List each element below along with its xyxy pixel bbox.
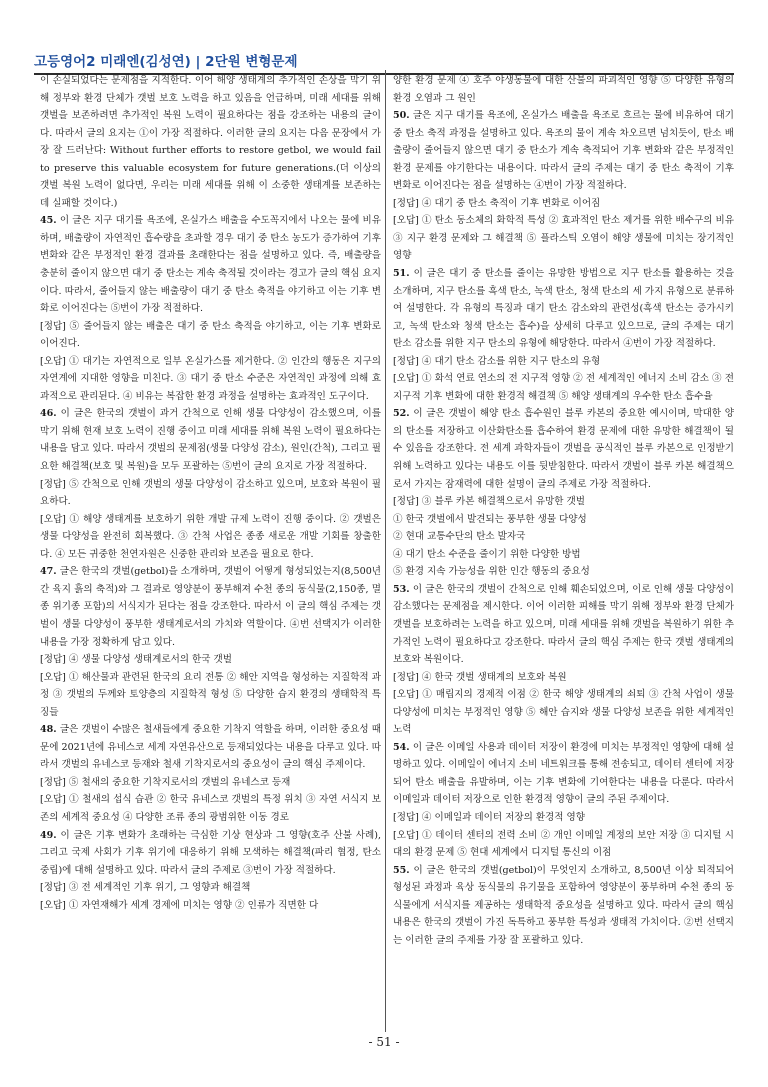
- question-number: 55.: [393, 864, 410, 876]
- explanation-text: 이 글은 이메일 사용과 데이터 저장이 환경에 미치는 부정적인 영향에 대해 설명하고 있다. 이메일이 에너지 소비 네트워크를 통해 전송되고, 데이터 센터에 저장되어 탄소 배출을 유발하며, 이는 기후 변화에 기여한다는 내용을 다룬다. 따라서 이메일과 데이터 저장으로 인한 환경적 영향이 글의 주된 주제이다.: [393, 741, 734, 806]
- question-explanation: [40, 827, 381, 880]
- paragraph-text: [정답] ④ 대기 탄소 감소를 위한 지구 탄소의 유형: [393, 355, 601, 367]
- explanation-text: 이 글은 지구 대기를 욕조에, 온실가스 배출을 수도꼭지에서 나오는 물에 비유하며, 배출량이 자연적인 흡수량을 초과할 경우 대기 중 탄소 농도가 증가하여 기후 변화와 같은 부정적인 환경 결과를 초래한다는 점을 설명하고 있다. 즉, 배출량을 충분히 줄이지 않으면 대기 중 탄소는 계속 축적될 것이라는 경고가 글의 핵심 요지이다. 따라서, 줄어들지 않는 배출량이 대기 중 탄소 축적을 야기하고 이는 기후 변화로 이어진다는 ⑤번이 가장 적절하다.: [40, 215, 381, 315]
- question-number: 49.: [40, 829, 57, 841]
- explanation-text: 이 글은 대기 중 탄소를 줄이는 유망한 방법으로 지구 탄소를 활용하는 것을 소개하며, 지구 탄소를 흑색 탄소, 녹색 탄소, 청색 탄소의 세 가지 유형으로 분류하여 설명한다. 각 유형의 특징과 대기 탄소 감소와의 관련성(흑색 탄소는 증가시키고, 녹색 탄소와 청색 탄소는 흡수)을 상세히 다루고 있으므로, 글의 주제는 대기 탄소 감소를 위한 지구 탄소의 유형에 해당한다. 따라서 ④번이 가장 적절하다.: [393, 268, 734, 350]
- question-explanation: [40, 563, 381, 651]
- paragraph-text: ① 한국 갯벌에서 발견되는 풍부한 생물 다양성: [393, 513, 587, 525]
- page-number: - 51 -: [368, 1035, 400, 1049]
- question-number: 48.: [40, 724, 57, 736]
- question-explanation: [393, 581, 734, 669]
- question-number: 53.: [393, 583, 410, 595]
- question-explanation: [40, 721, 381, 774]
- question-number: 54.: [393, 741, 410, 753]
- explanation-text: 글은 갯벌이 수많은 철새들에게 중요한 기착지 역할을 하며, 이러한 중요성 때문에 2021년에 유네스코 세계 자연유산으로 등재되었다는 내용을 다루고 있다. 따라서 갯벌의 유네스코 등재와 철새 기착지로서의 중요성이 글의 핵심 주제이다.: [40, 724, 381, 771]
- paragraph-text: [오답] ① 매립지의 경제적 이점 ② 한국 해양 생태계의 쇠퇴 ③ 간척 사업이 생물 다양성에 미치는 부정적인 영향 ⑤ 해안 습지와 생물 다양성 보존을 위한 세계적인 노력: [393, 689, 734, 736]
- paragraph-text: [오답] ① 데이터 센터의 전력 소비 ② 개인 이메일 계정의 보안 저장 ③ 디지털 시대의 환경 문제 ⑤ 현대 세계에서 디지털 통신의 이점: [393, 829, 734, 859]
- question-explanation: [393, 265, 734, 353]
- question-explanation: [40, 405, 381, 475]
- paragraph-text: [정답] ⑤ 간척으로 인해 갯벌의 생물 다양성이 감소하고 있으며, 보호와 복원이 필요하다.: [40, 478, 381, 508]
- paragraph-text: [오답] ① 대기는 자연적으로 일부 온실가스를 제거한다. ② 인간의 행동은 지구의 자연계에 지대한 영향을 미친다. ③ 대기 중 탄소 수준은 자연적인 과정에 의해 효과적으로 관리된다. ④ 비유는 복잡한 환경 과정을 설명하는 효과적인 도구이다.: [40, 355, 381, 402]
- question-number: 45.: [40, 215, 57, 227]
- question-explanation: [393, 862, 734, 950]
- question-number: 51.: [393, 268, 410, 280]
- question-explanation: [393, 107, 734, 195]
- paragraph-text: [정답] ④ 대기 중 탄소 축적이 기후 변화로 이어짐: [393, 197, 601, 209]
- question-number: 50.: [393, 110, 410, 122]
- question-number: 52.: [393, 408, 410, 420]
- paragraph-text: [오답] ① 해양 생태계를 보호하기 위한 개발 규제 노력이 진행 중이다. ② 갯벌은 생물 다양성을 완전히 회복했다. ③ 간척 사업은 종종 새로운 개발 기회를 창출한다. ④ 모든 귀중한 천연자원은 신중한 관리와 보존을 필요로 한다.: [40, 513, 381, 560]
- paragraph-text: [오답] ① 철새의 섭식 습관 ② 한국 유네스코 갯벌의 특정 위치 ③ 자연 서식지 보존의 세계적 중요성 ④ 다양한 조류 종의 광범위한 이동 경로: [40, 794, 381, 823]
- paragraph-text: [오답] ① 화석 연료 연소의 전 지구적 영향 ② 전 세계적인 에너지 소비 감소 ③ 전 지구적 기후 변화에 대한 환경적 해결책 ⑤ 해양 생태계의 우수한 탄소 흡수율: [393, 373, 734, 402]
- paragraph-text: [오답] ① 해산물과 관련된 한국의 요리 전통 ② 해안 지역을 형성하는 지질학적 과정 ③ 갯벌의 두께와 토양층의 지질학적 형성 ⑤ 다양한 습지 환경의 생태학적 특징들: [40, 671, 381, 718]
- explanation-text: 이 글은 한국의 갯벌이 과거 간척으로 인해 생물 다양성이 감소했으며, 이를 막기 위해 현재 보호 노력이 진행 중이고 미래 세대를 위해 복원 노력이 필요하다는 내용을 담고 있다. 따라서 갯벌의 문제점(생물 다양성 감소), 원인(간척), 그리고 필요한 해결책(보호 및 복원)을 모두 포괄하는 ⑤번이 글의 요지로 가장 적절하다.: [40, 408, 381, 473]
- paragraph-text: [정답] ④ 이메일과 데이터 저장의 환경적 영향: [393, 811, 585, 823]
- right-column: [393, 72, 734, 949]
- explanation-text: 이 글은 한국의 갯벌(getbol)이 무엇인지 소개하고, 8,500년 이상 퇴적되어 형성된 과정과 육상 동식물의 유기물을 포함하여 영양분이 풍부하며 수천 종의 동식물에게 서식지를 제공하는 생태학적 중요성을 설명하고 있다. 따라서 글의 핵심 내용은 한국의 갯벌이 가진 독특하고 풍부한 특성과 생태적 가치이다. ②번 선택지는 이러한 글의 주제를 가장 잘 포괄하고 있다.: [393, 864, 734, 946]
- header-title: 고등영어2 미래엔(김성연) | 2단원 변형문제: [34, 54, 298, 70]
- question-number: 46.: [40, 408, 57, 420]
- left-column: [40, 72, 381, 914]
- question-number: 47.: [40, 566, 57, 578]
- explanation-text: 글은 지구 대기를 욕조에, 온실가스 배출을 욕조로 흐르는 물에 비유하여 대기 중 탄소 축적 과정을 설명하고 있다. 욕조의 물이 계속 차오르면 넘치듯이, 탄소 배출량이 줄어들지 않으면 대기 중 탄소가 계속 축적되어 기후 변화와 같은 부정적인 환경 문제를 야기한다는 내용이다. 따라서 글의 주제는 대기 중 탄소 축적이 기후 변화로 이어진다는 점을 설명하는 ④번이 가장 적절하다.: [393, 110, 734, 192]
- explanation-text: 이 글은 갯벌이 해양 탄소 흡수원인 블루 카본의 중요한 예시이며, 막대한 양의 탄소를 저장하고 이산화탄소를 흡수하여 환경 문제에 대한 유망한 해결책이 될 수 있음을 강조한다. 전 세계 과학자들이 갯벌을 공식적인 블루 카본으로 인정받기 위해 노력하고 있다는 내용도 이를 뒷받침한다. 따라서 갯벌이 블루 카본 해결책으로서 가지는 잠재력에 대한 설명이 글의 주제로 가장 적절하다.: [393, 408, 734, 490]
- question-explanation: [393, 405, 734, 493]
- column-divider: [385, 70, 386, 1032]
- question-explanation: [40, 212, 381, 317]
- paragraph-text: [정답] ⑤ 철새의 중요한 기착지로서의 갯벌의 유네스코 등재: [40, 776, 291, 788]
- explanation-text: 글은 한국의 갯벌(getbol)을 소개하며, 갯벌이 어떻게 형성되었는지(8,500년간 육지 흙의 축적)와 그 결과로 영양분이 풍부해져 수천 종의 동식물(2,150종, 멸종 위기종 포함)의 서식지가 된다는 점을 강조한다. 따라서 이 글의 핵심 주제는 갯벌이 생물 다양성이 풍부한 생태계로서의 가치와 역할이다. ④번 선택지가 이러한 내용을 가장 정확하게 담고 있다.: [40, 566, 381, 648]
- paragraph-text: ⑤ 환경 지속 가능성을 위한 인간 행동의 중요성: [393, 566, 590, 578]
- paragraph-text: [오답] ① 탄소 동소체의 화학적 특성 ② 효과적인 탄소 제거를 위한 배수구의 비유 ③ 지구 환경 문제와 그 해결책 ⑤ 플라스틱 오염이 해양 생물에 미치는 장기적인 영향: [393, 215, 734, 262]
- paragraph-text: [오답] ① 자연재해가 세계 경제에 미치는 영향 ② 인류가 직면한 다: [40, 899, 319, 911]
- paragraph-text: ② 현대 교통수단의 탄소 발자국: [393, 531, 526, 543]
- explanation-text: 이 글은 기후 변화가 초래하는 극심한 기상 현상과 그 영향(호주 산불 사례), 그리고 국제 사회가 기후 위기에 대응하기 위해 모색하는 해결책(파리 협정, 탄소 중립)에 대해 설명하고 있다. 따라서 글의 주제로 ③번이 가장 적절하다.: [40, 829, 381, 876]
- paragraph-text: [정답] ③ 전 세계적인 기후 위기, 그 영향과 해결책: [40, 882, 251, 894]
- paragraph-text: [정답] ④ 생물 다양성 생태계로서의 한국 갯벌: [40, 654, 232, 666]
- paragraph-text: ④ 대기 탄소 수준을 줄이기 위한 다양한 방법: [393, 548, 581, 560]
- paragraph-text: 양한 환경 문제 ④ 호주 야생동물에 대한 산불의 파괴적인 영향 ⑤ 다양한 유형의 환경 오염과 그 원인: [393, 75, 734, 104]
- explanation-text: 이 글은 한국의 갯벌이 간척으로 인해 훼손되었으며, 이로 인해 생물 다양성이 감소했다는 문제점을 제시한다. 이어 이러한 피해를 막기 위해 정부와 환경 단체가 갯벌을 보호하려는 노력을 하고 있으며, 미래 세대를 위해 갯벌을 복원하기 위한 추가적인 노력이 필요하다고 강조한다. 따라서 글의 핵심 주제는 한국 갯벌 생태계의 보호와 복원이다.: [393, 583, 734, 666]
- paragraph-text: [정답] ③ 블루 카본 해결책으로서 유망한 갯벌: [393, 496, 585, 508]
- question-explanation: [393, 739, 734, 809]
- paragraph-text: [정답] ④ 한국 갯벌 생태계의 보호와 복원: [393, 671, 567, 683]
- paragraph-text: [정답] ⑤ 줄어들지 않는 배출은 대기 중 탄소 축적을 야기하고, 이는 기후 변화로 이어진다.: [40, 320, 381, 350]
- paragraph-text: 이 손실되었다는 문제점을 지적한다. 이어 해양 생태계의 추가적인 손상을 막기 위해 정부와 환경 단체가 갯벌 보호 노력을 하고 있음을 언급하며, 미래 세대를 위해 갯벌을 보존하려면 추가적인 복원 노력이 필요하다는 점을 강조하는 내용의 글이다. 따라서 글의 요지는 ①이 가장 적절하다. 이러한 글의 요지는 다음 문장에서 가장 잘 드러난다: Without further efforts to restore getbol, we would fail to preserve this valuable ecosystem for future generations.(더 이상의 갯벌 복원 노력이 없다면, 우리는 미래 세대를 위해 이 소중한 생태계를 보존하는 데 실패할 것이다.): [40, 75, 381, 209]
